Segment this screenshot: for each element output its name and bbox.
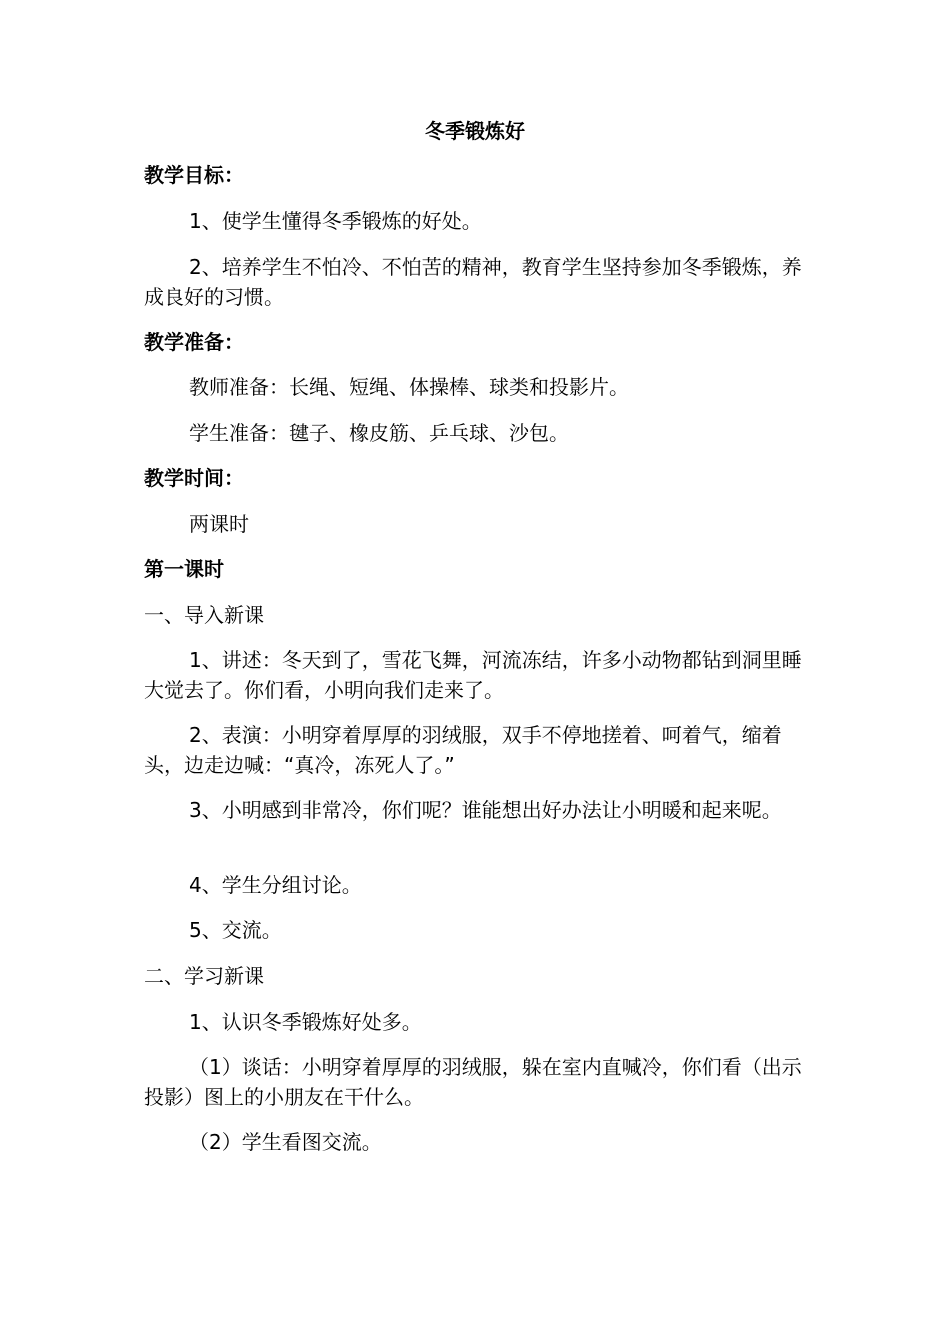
paragraph: 1、认识冬季锻炼好处多。 — [189, 1010, 422, 1034]
subsection-heading: 二、学习新课 — [144, 964, 264, 988]
section-heading-preparation: 教学准备： — [144, 330, 244, 354]
paragraph: 5、交流。 — [189, 918, 282, 942]
paragraph: 学生准备：毽子、橡皮筋、乒乓球、沙包。 — [189, 421, 569, 445]
paragraph: 2、表演：小明穿着厚厚的羽绒服，双手不停地搓着、呵着气，缩着头，边走边喊：“真冷，冻死人了。” — [144, 723, 782, 777]
paragraph: 1、讲述：冬天到了，雪花飞舞，河流冻结，许多小动物都钻到洞里睡大觉去了。你们看，小明向我们走来了。 — [144, 648, 802, 702]
paragraph: 4、学生分组讨论。 — [189, 873, 362, 897]
subsection-heading: 一、导入新课 — [144, 603, 264, 627]
paragraph: 2、培养学生不怕冷、不怕苦的精神，教育学生坚持参加冬季锻炼，养成良好的习惯。 — [144, 255, 802, 309]
section-heading-time: 教学时间： — [144, 466, 244, 490]
paragraph: （2）学生看图交流。 — [189, 1130, 382, 1154]
section-heading-first-lesson: 第一课时 — [144, 557, 224, 581]
paragraph: 3、小明感到非常冷，你们呢？谁能想出好办法让小明暖和起来呢。 — [189, 798, 782, 822]
paragraph: （1）谈话：小明穿着厚厚的羽绒服，躲在室内直喊冷，你们看（出示投影）图上的小朋友在干什么。 — [144, 1055, 802, 1109]
paragraph: 两课时 — [189, 512, 249, 536]
paragraph: 1、使学生懂得冬季锻炼的好处。 — [189, 209, 482, 233]
paragraph: 教师准备：长绳、短绳、体操棒、球类和投影片。 — [189, 375, 629, 399]
section-heading-objectives: 教学目标： — [144, 163, 244, 187]
document-title: 冬季锻炼好 — [425, 119, 525, 143]
